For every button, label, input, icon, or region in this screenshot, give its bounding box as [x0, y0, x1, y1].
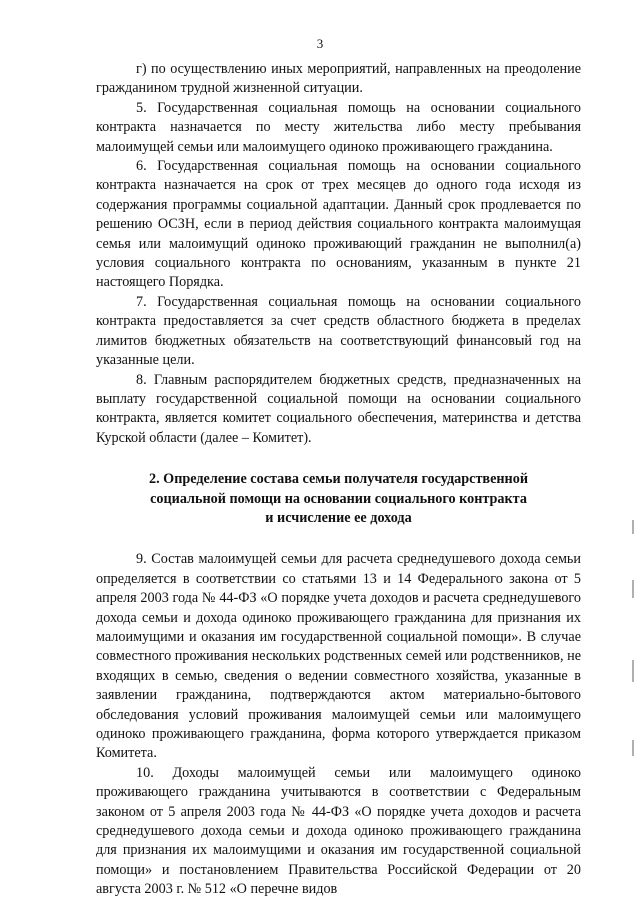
scan-mark	[632, 740, 634, 756]
paragraph-9: 9. Состав малоимущей семьи для расчета среднедушевого дохода семьи определяется в соответствии со статьями 13 и 14 Федерального закона от 5 апреля 2003 года № 44-ФЗ «О порядке учета доходов и расчета среднедушевого дохода семьи и дохода одиноко проживающего гражданина для признания их малоимущими и оказания им государственной социальной помощи». В случае совместного проживания нескольких родственных семей или родственников, не входящих в семью, сведения о ведении совместного хозяйства, указанные в заявлении гражданина, подтверждаются актом материально-бытового обследования условий проживания малоимущей семьи или малоимущего одиноко проживающего гражданина, форма которого утверждается приказом Комитета.	[96, 551, 581, 762]
section-heading	[96, 470, 581, 528]
paragraph-6: 6. Государственная социальная помощь на основании социального контракта назначается на срок от трех месяцев до одного года исходя из содержания программы социальной адаптации. Данный срок продлевается по решению ОСЗН, если в период действия социального контракта малоимущая семья или малоимущий одиноко проживающий гражданин не выполнил(а) условия социального контракта по основаниям, указанным в пункте 21 настоящего Порядка.	[96, 158, 581, 291]
paragraph-5: 5. Государственная социальная помощь на основании социального контракта назначается по месту жительства либо месту пребывания малоимущей семьи или малоимущего одиноко проживающего гражданина.	[96, 99, 581, 155]
section-heading-line-1: 2. Определение состава семьи получателя государственной	[148, 471, 528, 488]
document-body	[96, 60, 581, 900]
paragraph-7: 7. Государственная социальная помощь на основании социального контракта предоставляется за счет средств областного бюджета в пределах лимитов бюджетных обязательств на соответствующий финансовый год на указанные цели.	[96, 293, 581, 369]
paragraph-8: 8. Главным распорядителем бюджетных средств, предназначенных на выплату государственной социальной помощи на основании социального контракта, является комитет социального обеспечения, материнства и детства Курской области (далее – Комитет).	[96, 371, 581, 446]
scan-mark	[632, 580, 634, 598]
scan-mark	[632, 660, 634, 682]
paragraph-10: 10. Доходы малоимущей семьи или малоимущего одиноко проживающего гражданина учитываются в соответствии с Федеральным законом от 5 апреля 2003 года № 44-ФЗ «О порядке учета доходов и расчета среднедушевого дохода семьи и дохода одиноко проживающего гражданина для признания их малоимущими и оказания им государственной социальной помощи» и постановлением Правительства Российской Федерации от 20 августа 2003 г. № 512 «О перечне видов	[96, 764, 581, 898]
section-heading-line-3: и исчисление ее дохода	[265, 509, 412, 526]
paragraph-item-g: г) по осуществлению иных мероприятий, направленных на преодоление гражданином трудной жизненной ситуации.	[96, 61, 581, 97]
scan-margin-marks	[632, 520, 636, 780]
scan-mark	[632, 520, 634, 534]
section-heading-line-2: социальной помощи на основании социального контракта	[150, 490, 527, 507]
page-number: 3	[316, 36, 324, 51]
